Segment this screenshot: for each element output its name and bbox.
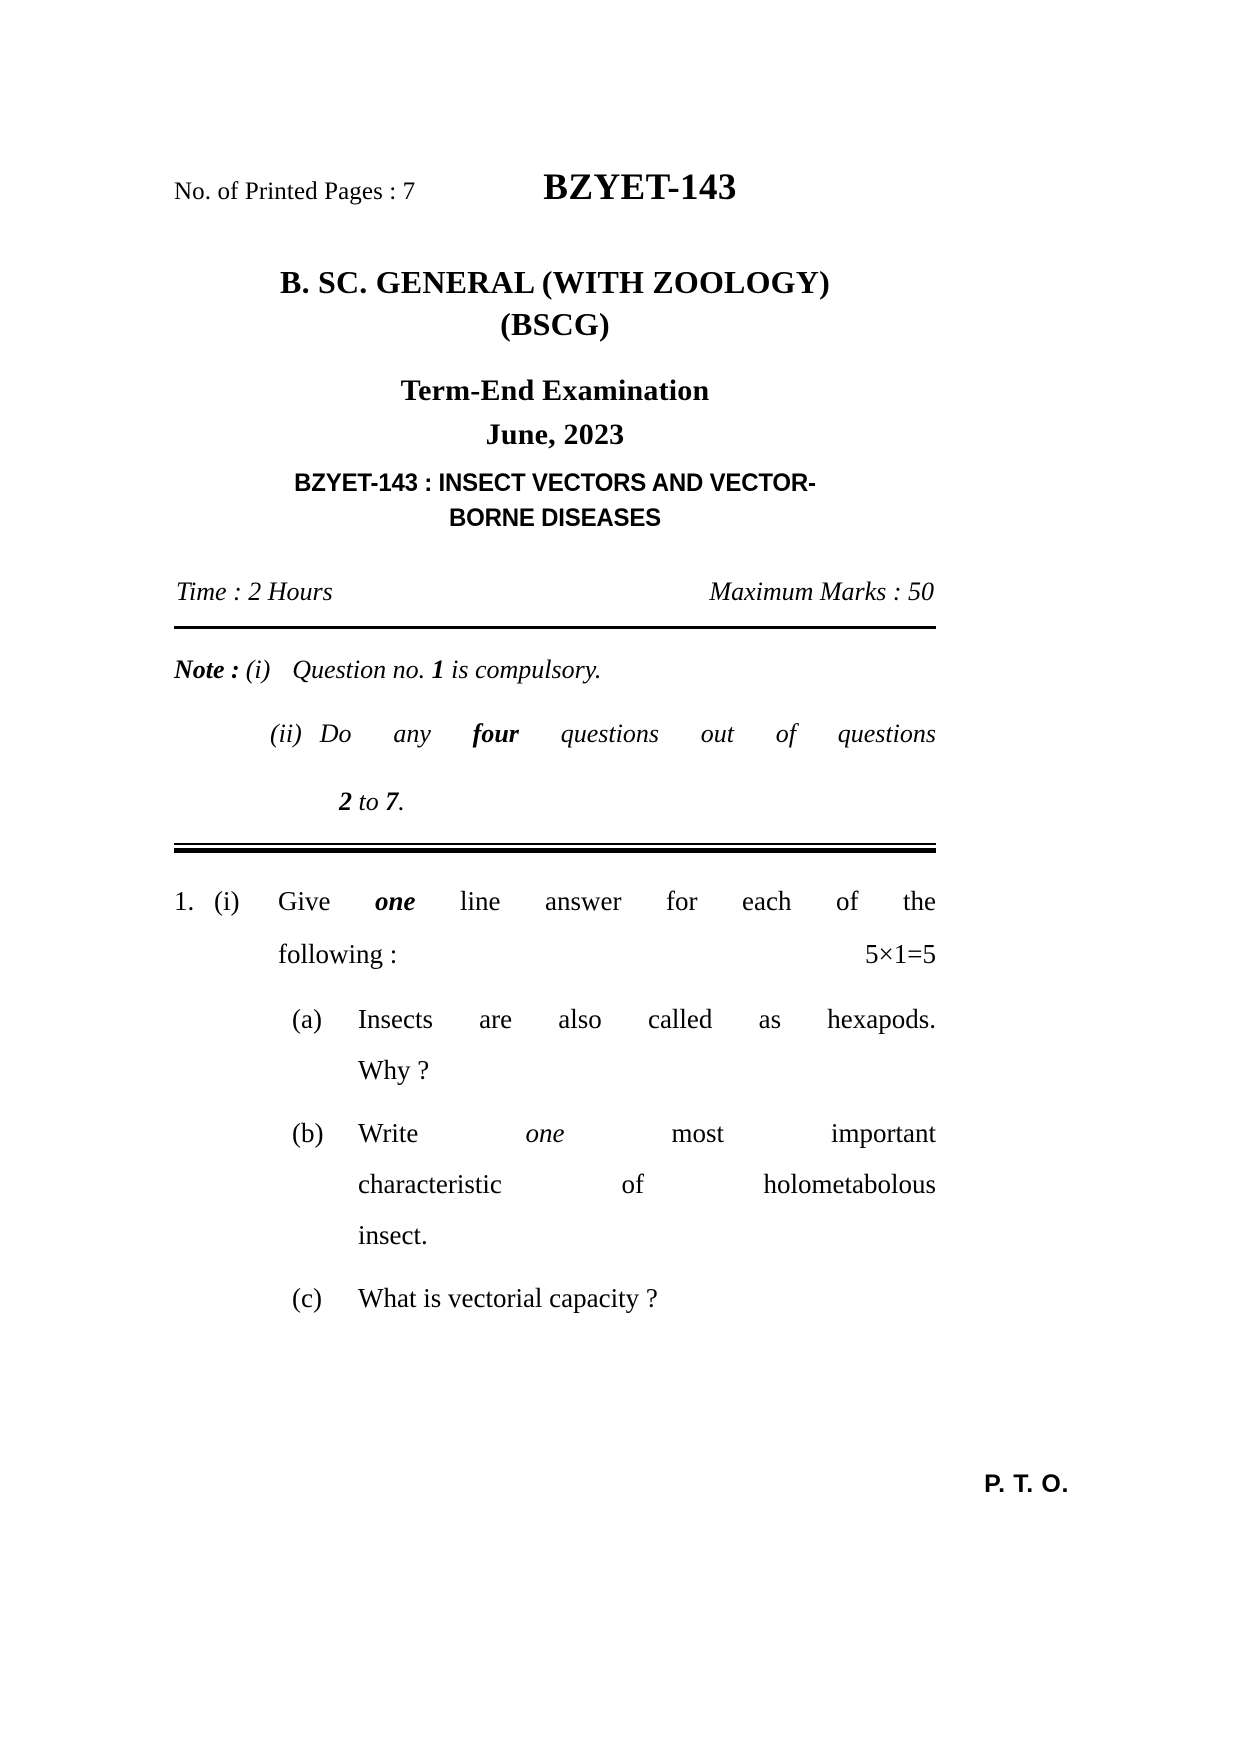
subject-title — [189, 466, 921, 537]
note-range-end: 7 — [385, 786, 399, 816]
subject-title-line2: BORNE DISEASES — [448, 504, 662, 533]
note-item-2-emphasis: four — [472, 718, 519, 748]
exam-duration: Time : 2 Hours — [176, 576, 333, 606]
question-1-subpart-b-before: Write — [358, 1117, 419, 1148]
question-1-subpart-c-line1: What is vectorial capacity ? — [358, 1282, 658, 1313]
note-item-1-text-before: Question no. — [292, 654, 426, 684]
page-content — [174, 0, 936, 1314]
programme-title-line1: B. SC. GENERAL (WITH ZOOLOGY) — [280, 264, 830, 300]
maximum-marks: Maximum Marks : 50 — [709, 576, 934, 606]
question-1-subpart-a-label: (a) — [292, 1003, 322, 1034]
note-item-1-number: (i) — [245, 654, 271, 684]
subject-title-line1: BZYET-143 : INSECT VECTORS AND VECTOR- — [294, 468, 816, 497]
question-1-subpart-b-line2: characteristic of holometabolous — [358, 1168, 936, 1199]
note-range-separator: to — [358, 786, 379, 816]
note-range-period: . — [398, 786, 405, 816]
note-label: Note : — [174, 654, 240, 684]
header-divider — [174, 626, 936, 629]
note-item-2-text-before: Do any — [319, 718, 431, 748]
note-range-start: 2 — [339, 786, 352, 816]
question-1-subpart-b-line1 — [358, 1117, 937, 1148]
note-section — [174, 655, 936, 817]
exam-info-row — [174, 577, 936, 607]
question-1-subpart-c — [174, 1283, 936, 1314]
note-item-2 — [174, 719, 936, 749]
exam-session: June, 2023 — [485, 417, 625, 451]
note-item-1-text — [292, 655, 601, 685]
note-item-2-continuation — [174, 787, 936, 817]
question-1-number: 1. — [174, 885, 195, 916]
question-1-marks: 5×1=5 — [865, 938, 936, 969]
question-1 — [174, 886, 936, 970]
question-1-part-i-label: (i) — [214, 885, 240, 916]
note-item-2-number: (ii) — [270, 718, 302, 748]
note-item-2-text — [319, 718, 936, 748]
page-turn-indicator: P. T. O. — [984, 1470, 1069, 1498]
question-1-subpart-b-emphasis: one — [525, 1117, 565, 1148]
printed-pages-label: No. of Printed Pages : 7 — [174, 178, 416, 205]
question-1-subpart-a-line1: Insects are also called as hexapods. — [358, 1003, 936, 1034]
question-1-subpart-c-label: (c) — [292, 1282, 322, 1313]
note-divider-thick-line — [174, 848, 936, 853]
question-1-stem-emphasis: one — [375, 885, 416, 916]
question-1-subpart-b — [174, 1118, 936, 1249]
note-divider — [174, 843, 936, 853]
question-1-stem-before: Give — [278, 885, 331, 916]
note-item-1-emphasis: 1 — [431, 654, 445, 684]
question-1-stem-after: line answer for each of the — [460, 885, 937, 916]
question-1-stem-line2 — [278, 939, 936, 970]
course-code: BZYET-143 — [543, 167, 737, 208]
question-1-subpart-a — [174, 1004, 936, 1084]
question-1-subpart-b-label: (b) — [292, 1117, 324, 1148]
note-item-2-text-after: questions out of questions — [560, 718, 936, 748]
question-1-subpart-a-line2: Why ? — [358, 1054, 430, 1085]
programme-title-line2: (BSCG) — [500, 306, 610, 343]
question-1-part-i-stem — [278, 885, 937, 916]
programme-title — [174, 261, 936, 345]
note-item-1 — [174, 655, 936, 685]
questions-section — [174, 886, 936, 1314]
document-header — [174, 0, 936, 218]
question-1-subpart-b-after: most important — [671, 1117, 937, 1148]
note-item-1-text-after: is compulsory. — [451, 654, 602, 684]
question-1-subpart-b-line3: insect. — [358, 1219, 428, 1250]
question-1-stem-line2-text: following : — [278, 938, 398, 969]
exam-type-title: Term-End Examination — [400, 374, 710, 408]
